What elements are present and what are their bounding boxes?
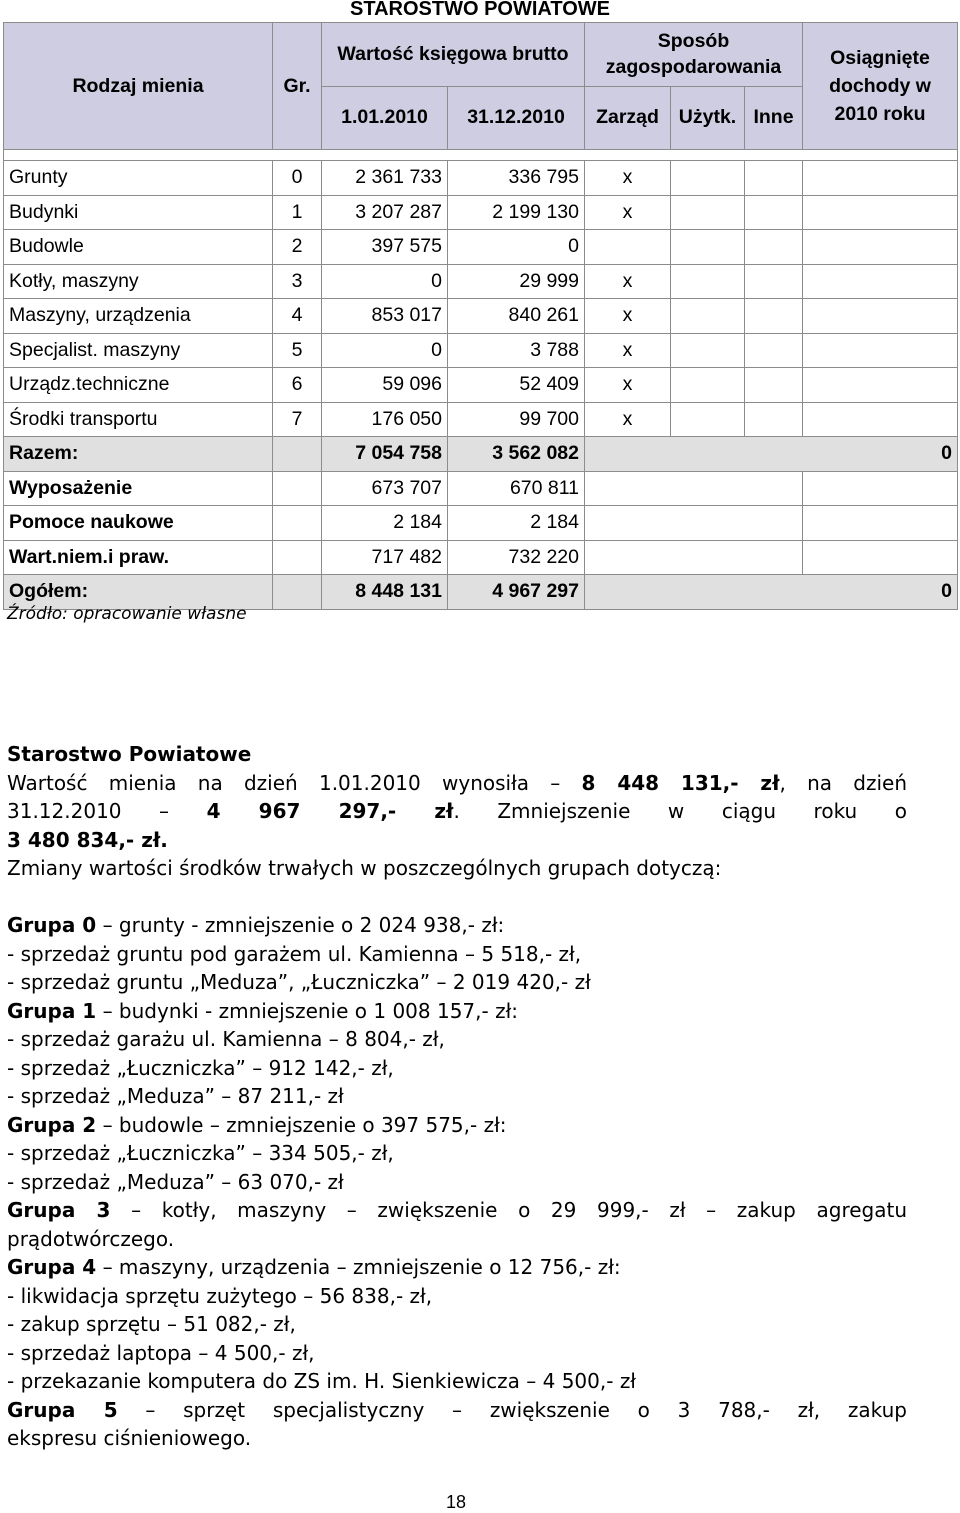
cell-value-end: 840 261 [448, 299, 585, 334]
cell-value-end: 2 184 [448, 506, 585, 541]
cell-value-end: 670 811 [448, 471, 585, 506]
cell-gr: 1 [273, 195, 322, 230]
cell-zarzad: x [585, 264, 671, 299]
list-item: - sprzedaż „Łuczniczka” – 334 505,- zł, [7, 1141, 394, 1165]
header-uzytk: Użytk. [671, 86, 745, 150]
group-line [7, 911, 907, 940]
cell-inne [745, 368, 803, 403]
group-label: Grupa 4 [7, 1255, 97, 1279]
cell-value-start: 7 054 758 [322, 437, 448, 472]
cell-value-start: 3 207 287 [322, 195, 448, 230]
cell-value-start: 853 017 [322, 299, 448, 334]
table-row [4, 402, 958, 437]
cell-value-end: 52 409 [448, 368, 585, 403]
cell-gr: 2 [273, 230, 322, 265]
cell-value-start: 2 361 733 [322, 161, 448, 196]
text-span: – budowle – zmniejszenie o 397 575,- zł: [96, 1112, 507, 1137]
table-gap-row [4, 150, 958, 161]
cell-name: Wyposażenie [4, 471, 273, 506]
cell-gr [273, 540, 322, 575]
text-span: – grunty - zmniejszenie o 2 024 938,- zł: [96, 913, 505, 937]
cell-sposob [585, 506, 803, 541]
cell-name: Budowle [4, 230, 273, 265]
cell-uzytk [671, 299, 745, 334]
group-label: Grupa 1 [7, 998, 97, 1023]
cell-gr: 7 [273, 402, 322, 437]
text-span: – sprzęt specjalistyczny – zwiększenie o 3 788,- zł, zakup [117, 1397, 907, 1422]
text-span: . Zmniejszenie w ciągu roku o [453, 799, 907, 823]
cell-name: Maszyny, urządzenia [4, 299, 273, 334]
cell-value-end: 99 700 [448, 402, 585, 437]
group-label: Grupa 3 [7, 1198, 111, 1222]
header-wartosc: Wartość księgowa brutto [322, 23, 585, 87]
cell-zarzad: x [585, 333, 671, 368]
spacer [7, 883, 907, 912]
cell-name: Grunty [4, 161, 273, 196]
header-rodzaj: Rodzaj mienia [4, 23, 273, 150]
paragraph-line: Zmiany wartości środków trwałych w poszczególnych grupach dotyczą: [7, 856, 722, 880]
cell-zarzad: x [585, 299, 671, 334]
list-item: - sprzedaż „Meduza” – 87 211,- zł [7, 1084, 344, 1108]
body-text [7, 740, 907, 1453]
paragraph-line [7, 797, 907, 826]
group-line [7, 1196, 907, 1225]
list-item: - sprzedaż garażu ul. Kamienna – 8 804,- zł, [7, 1027, 445, 1051]
cell-gr [273, 437, 322, 472]
cell-value-start: 176 050 [322, 402, 448, 437]
cell-value-end: 732 220 [448, 540, 585, 575]
list-item: - sprzedaż „Meduza” – 63 070,- zł [7, 1169, 344, 1194]
cell-name: Środki transportu [4, 402, 273, 437]
paragraph-line: ekspresu ciśnieniowego. [7, 1426, 252, 1450]
cell-value-end: 4 967 297 [448, 575, 585, 610]
list-item: - sprzedaż gruntu pod garażem ul. Kamienna – 5 518,- zł, [7, 941, 582, 966]
cell-name: Wart.niem.i praw. [4, 540, 273, 575]
cell-value-start: 717 482 [322, 540, 448, 575]
cell-sposob [585, 471, 803, 506]
header-date-2: 31.12.2010 [448, 86, 585, 150]
cell-gr: 0 [273, 161, 322, 196]
cell-value-end: 29 999 [448, 264, 585, 299]
page-number: 18 [445, 1492, 467, 1512]
value-end: 4 967 297,- zł [206, 799, 454, 823]
cell-gr [273, 471, 322, 506]
cell-zarzad: x [585, 161, 671, 196]
text-span: , na dzień [779, 770, 908, 795]
cell-name: Specjalist. maszyny [4, 333, 273, 368]
text-span: – maszyny, urządzenia – zmniejszenie o 12 756,- zł: [96, 1255, 621, 1279]
cell-uzytk [671, 333, 745, 368]
cell-dochody: 0 [585, 437, 958, 472]
cell-dochody [803, 333, 958, 368]
cell-gr [273, 506, 322, 541]
cell-value-start: 397 575 [322, 230, 448, 265]
cell-dochody: 0 [585, 575, 958, 610]
cell-value-end: 0 [448, 230, 585, 265]
cell-dochody [803, 161, 958, 196]
group-line [7, 1253, 907, 1282]
cell-inne [745, 333, 803, 368]
list-item: - sprzedaż laptopa – 4 500,- zł, [7, 1340, 315, 1365]
cell-dochody [803, 195, 958, 230]
cell-value-end: 3 788 [448, 333, 585, 368]
text-span: – budynki - zmniejszenie o 1 008 157,- zł: [96, 998, 519, 1023]
group-label: Grupa 0 [7, 913, 97, 937]
table-row [4, 333, 958, 368]
total-row-razem [4, 437, 958, 472]
table-row [4, 368, 958, 403]
cell-inne [745, 195, 803, 230]
cell-gr: 6 [273, 368, 322, 403]
value-decrease: 3 480 834,- zł. [7, 827, 168, 852]
group-label: Grupa 2 [7, 1112, 97, 1137]
cell-dochody [803, 540, 958, 575]
cell-name: Ogółem: [4, 575, 273, 610]
header-gr: Gr. [273, 23, 322, 150]
cell-uzytk [671, 264, 745, 299]
header-inne: Inne [745, 86, 803, 150]
group-line [7, 997, 907, 1026]
cell-dochody [803, 299, 958, 334]
cell-value-end: 2 199 130 [448, 195, 585, 230]
group-line [7, 1111, 907, 1140]
cell-name: Razem: [4, 437, 273, 472]
cell-uzytk [671, 368, 745, 403]
paragraph-line: prądotwórczego. [7, 1226, 175, 1251]
cell-inne [745, 161, 803, 196]
text-span: – kotły, maszyny – zwiększenie o 29 999,- zł – zakup agregatu [110, 1198, 908, 1222]
cell-zarzad [585, 230, 671, 265]
cell-value-start: 0 [322, 333, 448, 368]
value-start: 8 448 131,- zł [581, 770, 780, 795]
assets-table [3, 22, 958, 610]
table-row [4, 540, 958, 575]
paragraph-line [7, 769, 907, 798]
header-date-1: 1.01.2010 [322, 86, 448, 150]
group-line [7, 1396, 907, 1425]
cell-zarzad: x [585, 402, 671, 437]
cell-uzytk [671, 195, 745, 230]
cell-uzytk [671, 230, 745, 265]
cell-value-start: 59 096 [322, 368, 448, 403]
table-row [4, 471, 958, 506]
table-row [4, 264, 958, 299]
cell-dochody [803, 506, 958, 541]
table-row [4, 230, 958, 265]
list-item: - likwidacja sprzętu zużytego – 56 838,- zł, [7, 1283, 433, 1308]
table-header-row [4, 23, 958, 87]
cell-gr: 5 [273, 333, 322, 368]
header-osiagniete: Osiągnięte dochody w 2010 roku [803, 23, 958, 150]
cell-value-start: 2 184 [322, 506, 448, 541]
cell-inne [745, 402, 803, 437]
text-span: 31.12.2010 – [7, 799, 170, 823]
table-row [4, 195, 958, 230]
cell-dochody [803, 230, 958, 265]
page-title: STAROSTWO POWIATOWE [350, 0, 610, 20]
group-label: Grupa 5 [7, 1397, 118, 1422]
cell-name: Kotły, maszyny [4, 264, 273, 299]
table-row [4, 299, 958, 334]
cell-gr: 3 [273, 264, 322, 299]
cell-dochody [803, 471, 958, 506]
table-row [4, 506, 958, 541]
cell-value-end: 3 562 082 [448, 437, 585, 472]
cell-inne [745, 230, 803, 265]
cell-value-start: 0 [322, 264, 448, 299]
cell-zarzad: x [585, 195, 671, 230]
cell-value-end: 336 795 [448, 161, 585, 196]
cell-name: Budynki [4, 195, 273, 230]
cell-inne [745, 299, 803, 334]
cell-name: Pomoce naukowe [4, 506, 273, 541]
cell-gr: 4 [273, 299, 322, 334]
header-zarzad: Zarząd [585, 86, 671, 150]
list-item: - sprzedaż gruntu „Meduza”, „Łuczniczka” – 2 019 420,- zł [7, 970, 591, 994]
list-item: - przekazanie komputera do ZS im. H. Sienkiewicza – 4 500,- zł [7, 1369, 636, 1393]
cell-sposob [585, 540, 803, 575]
cell-inne [745, 264, 803, 299]
cell-uzytk [671, 402, 745, 437]
list-item: - sprzedaż „Łuczniczka” – 912 142,- zł, [7, 1055, 394, 1080]
list-item: - zakup sprzętu – 51 082,- zł, [7, 1312, 296, 1336]
cell-value-start: 673 707 [322, 471, 448, 506]
section-heading: Starostwo Powiatowe [7, 742, 252, 766]
cell-dochody [803, 368, 958, 403]
table-row [4, 161, 958, 196]
cell-name: Urządz.techniczne [4, 368, 273, 403]
cell-dochody [803, 264, 958, 299]
cell-gr [273, 575, 322, 610]
table-source-note: Źródło: opracowanie własne [7, 604, 247, 624]
text-span: Wartość mienia na dzień 1.01.2010 wynosiła – [7, 770, 561, 795]
cell-value-start: 8 448 131 [322, 575, 448, 610]
cell-dochody [803, 402, 958, 437]
header-sposob: Sposób zagospodarowania [585, 23, 803, 87]
cell-uzytk [671, 161, 745, 196]
cell-zarzad: x [585, 368, 671, 403]
